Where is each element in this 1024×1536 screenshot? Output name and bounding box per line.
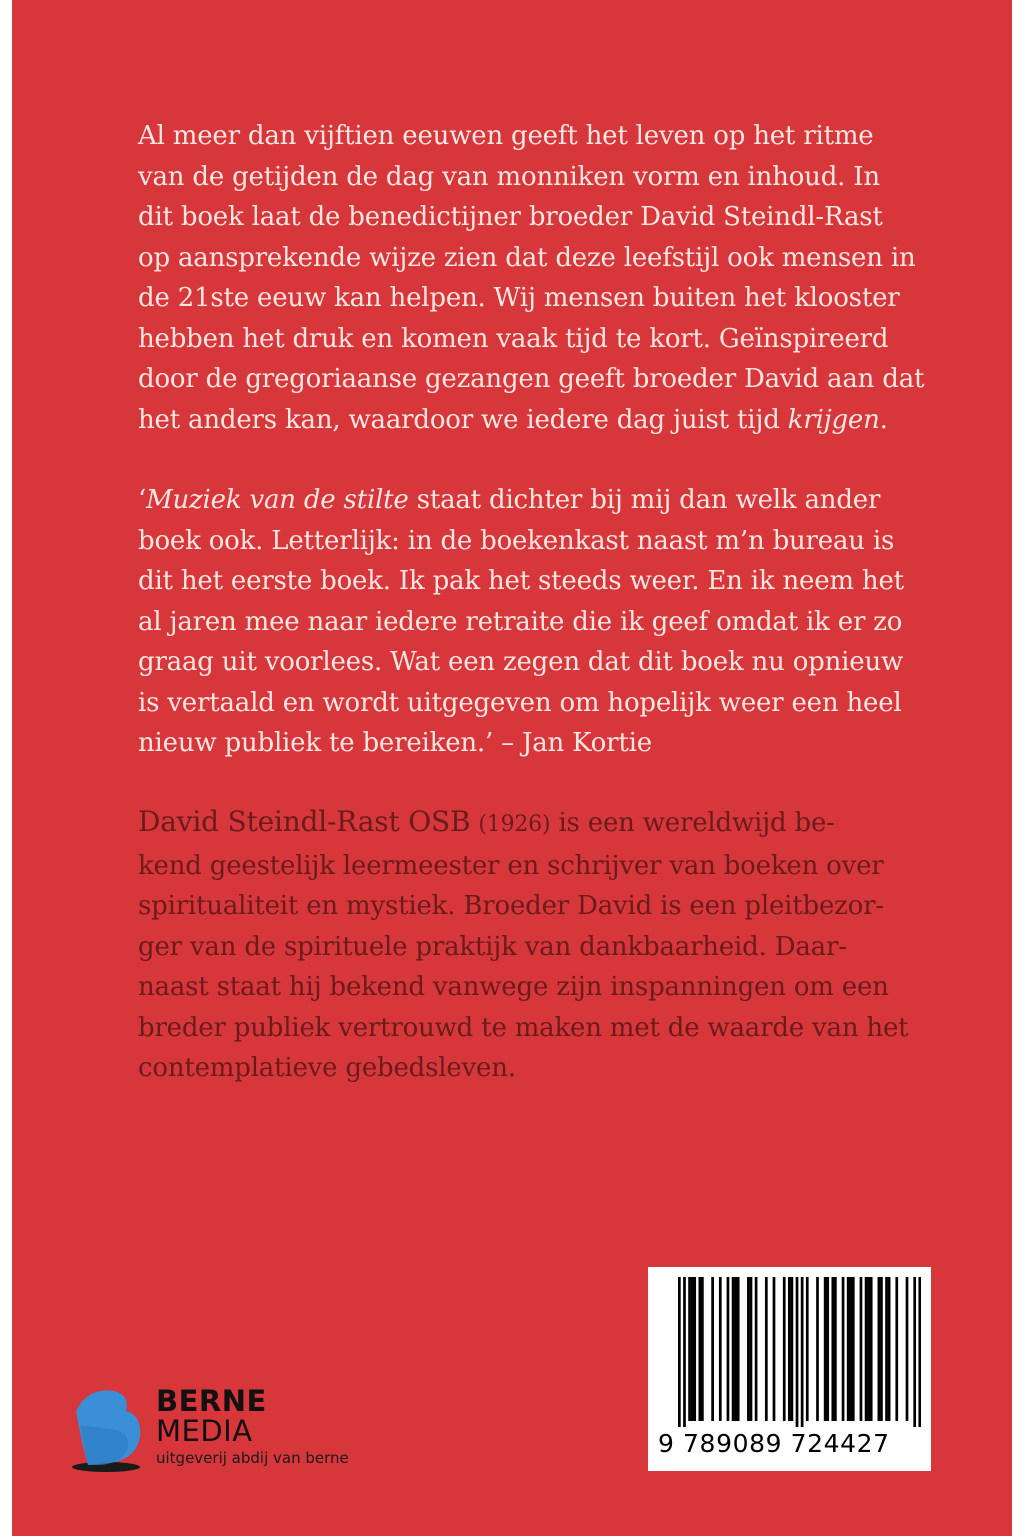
barcode-bar — [737, 1277, 740, 1421]
barcode-bar — [783, 1277, 786, 1421]
blurb-paragraph — [138, 116, 928, 440]
barcode-bar — [865, 1277, 868, 1421]
isbn-barcode — [648, 1267, 931, 1471]
barcode-bar — [732, 1277, 735, 1421]
quote-line: boek ook. Letterlijk: in de boekenkast naast m’n bureau is — [138, 525, 895, 556]
blurb-last-line-start: het anders kan, waardoor we iedere dag juist tijd — [138, 404, 788, 435]
barcode-bar — [918, 1277, 921, 1427]
blurb-line: op aansprekende wijze zien dat deze leefstijl ook mensen in — [138, 242, 916, 273]
barcode-bar — [888, 1277, 891, 1421]
barcode-bar — [801, 1277, 804, 1427]
publisher-logo — [70, 1385, 390, 1475]
blurb-line: hebben het druk en komen vaak tijd te kort. Geïnspireerd — [138, 323, 889, 354]
barcode-bar — [826, 1277, 829, 1421]
author-birth-year: (1926) — [478, 812, 551, 837]
quote-open-mark: ‘ — [138, 485, 147, 515]
barcode-bar — [734, 1277, 737, 1421]
bio-line: breder publiek vertrouwd te maken met de waarde van het — [138, 1012, 909, 1043]
barcode-bar — [796, 1277, 799, 1427]
blurb-line: van de getijden de dag van monniken vorm en inhoud. In — [138, 161, 880, 192]
barcode-bar — [880, 1277, 883, 1421]
bio-line: spiritualiteit en mystiek. Broeder David is een pleitbezor- — [138, 891, 884, 921]
barcode-bar — [701, 1277, 704, 1421]
barcode-bar — [750, 1277, 753, 1421]
quote-first-line-rest: staat dichter bij mij dan welk ander — [408, 485, 881, 515]
quote-line: is vertaald en wordt uitgegeven om hopelijk weer een heel — [138, 687, 902, 718]
barcode-bar — [698, 1277, 701, 1421]
author-name: David Steindl-Rast OSB — [138, 805, 471, 838]
barcode-bar — [831, 1277, 834, 1421]
barcode-bar — [878, 1277, 881, 1421]
quote-line: graag uit voorlees. Wat een zegen dat dit boek nu opnieuw — [138, 647, 904, 677]
barcode-bar — [711, 1277, 714, 1421]
blurb-italic-word: krijgen — [787, 404, 880, 435]
barcode-bar — [895, 1277, 898, 1421]
barcode-bar — [849, 1277, 852, 1421]
barcode-bar — [885, 1277, 888, 1421]
barcode-bar — [788, 1277, 791, 1421]
blurb-line: dit boek laat de benedictijner broeder David Steindl-Rast — [138, 202, 883, 232]
blurb-line: de 21ste eeuw kan helpen. Wij mensen buiten het klooster — [138, 283, 900, 313]
barcode-bar — [860, 1277, 863, 1421]
bio-line: ger van de spirituele praktijk van dankbaarheid. Daar- — [138, 931, 847, 962]
blurb-line: Al meer dan vijftien eeuwen geeft het leven op het ritme — [138, 121, 874, 151]
blurb-period: . — [879, 404, 888, 435]
publisher-name-berne: BERNE — [156, 1384, 267, 1418]
barcode-bar — [688, 1277, 691, 1421]
barcode-bar — [791, 1277, 794, 1421]
barcode-bar — [852, 1277, 855, 1421]
bio-line: contemplatieve gebedsleven. — [138, 1053, 516, 1083]
quote-book-title: Muziek van de stilte — [146, 485, 409, 515]
bio-line: kend geestelijk leermeester en schrijver van boeken over — [138, 850, 884, 881]
barcode-bar — [678, 1277, 681, 1427]
barcode-bar — [870, 1277, 873, 1421]
barcode-bar — [691, 1277, 694, 1421]
isbn-number: 9 789089 724427 — [658, 1429, 890, 1458]
author-bio — [138, 802, 928, 1089]
bio-line: naast staat hij bekend vanwege zijn inspanningen om een — [138, 972, 889, 1002]
barcode-bar — [816, 1277, 819, 1421]
publisher-tagline: uitgeverij abdij van berne — [156, 1449, 349, 1467]
barcode-bar — [747, 1277, 750, 1421]
bio-first-line-rest: is een wereldwijd be- — [550, 808, 835, 838]
barcode-bar — [693, 1277, 696, 1421]
blurb-line: door de gregoriaanse gezangen geeft broeder David aan dat — [138, 364, 925, 394]
barcode-bar — [842, 1277, 845, 1421]
barcode-bar — [773, 1277, 776, 1421]
barcode-bar — [867, 1277, 870, 1421]
bio-first-line — [138, 802, 928, 846]
book-b-icon — [70, 1385, 150, 1475]
barcode-bar — [824, 1277, 827, 1421]
barcode-bar — [719, 1277, 722, 1421]
blurb-last-line — [138, 400, 928, 441]
barcode-bar — [755, 1277, 758, 1421]
barcode-bar — [913, 1277, 916, 1427]
barcode-bar — [765, 1277, 768, 1421]
quote-line: nieuw publiek te bereiken.’ – Jan Kortie — [138, 728, 652, 758]
publisher-name-media: MEDIA — [156, 1414, 253, 1448]
barcode-bar — [727, 1277, 730, 1421]
quote-line: dit het eerste boek. Ik pak het steeds weer. En ik neem het — [138, 566, 904, 596]
barcode-bar — [906, 1277, 909, 1421]
barcode-bars — [658, 1277, 921, 1427]
quote-first-line — [138, 480, 928, 521]
quote-line: al jaren mee naar iedere retraite die ik geef omdat ik er zo — [138, 606, 903, 637]
barcode-bar — [847, 1277, 850, 1421]
endorsement-quote — [138, 480, 928, 764]
barcode-bar — [683, 1277, 686, 1427]
barcode-bar — [834, 1277, 837, 1421]
barcode-bar — [806, 1277, 809, 1421]
